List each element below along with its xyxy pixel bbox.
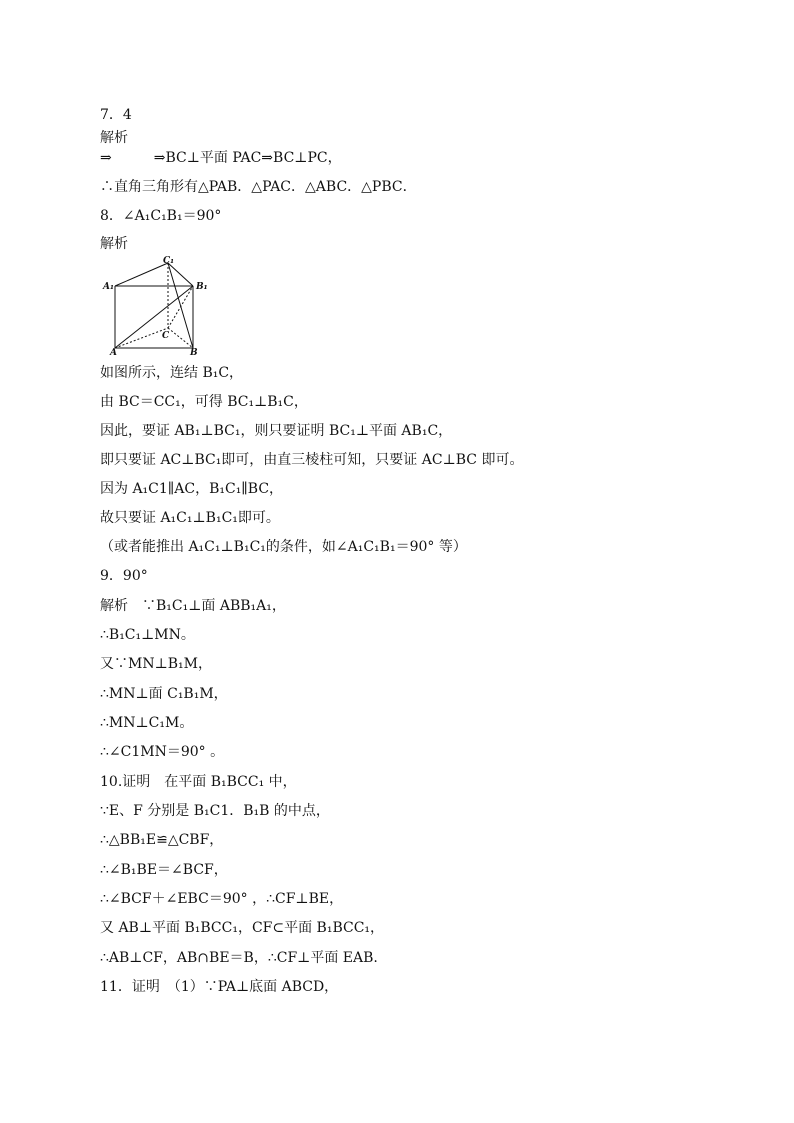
answer-10-line-6: ∴AB⊥CF，AB∩BE＝B，∴CF⊥平面 EAB. bbox=[100, 950, 378, 966]
diagonal-c1-b bbox=[168, 263, 193, 348]
answer-9-line-3: 又∵MN⊥B₁M， bbox=[100, 656, 212, 672]
answer-10-line-4: ∴∠BCF＋∠EBC＝90° ，∴CF⊥BE， bbox=[100, 891, 344, 907]
answer-8-line-6: 故只要证 A₁C₁⊥B₁C₁即可。 bbox=[100, 510, 280, 526]
answer-7-label: 解析 bbox=[100, 130, 128, 146]
answer-7-number: 7．4 bbox=[100, 107, 132, 123]
answer-8-label: 解析 bbox=[100, 236, 128, 252]
answer-11-heading: 11．证明 （1）∵PA⊥底面 ABCD， bbox=[100, 979, 339, 995]
answer-8-line-2: 由 BC＝CC₁，可得 BC₁⊥B₁C， bbox=[100, 394, 308, 410]
answer-9-line-6: ∴∠C1MN＝90° 。 bbox=[100, 744, 225, 760]
prism-figure bbox=[100, 252, 210, 356]
label-b1: B₁ bbox=[196, 282, 208, 292]
label-a: A bbox=[110, 348, 117, 356]
answer-8-number: 8．∠A₁C₁B₁＝90° bbox=[100, 208, 222, 224]
answer-10-line-5: 又 AB⊥平面 B₁BCC₁，CF⊂平面 B₁BCC₁， bbox=[100, 920, 385, 936]
answer-10-line-1: ∵E、F 分别是 B₁C1．B₁B 的中点， bbox=[100, 803, 330, 819]
answer-8-note: （或者能推出 A₁C₁⊥B₁C₁的条件，如∠A₁C₁B₁＝90° 等） bbox=[100, 539, 467, 555]
answer-9-number: 9．90° bbox=[100, 568, 148, 584]
label-c: C bbox=[162, 331, 170, 341]
answer-9-line-4: ∴MN⊥面 C₁B₁M， bbox=[100, 686, 228, 702]
answer-8-line-4: 即只要证 AC⊥BC₁即可，由直三棱柱可知，只要证 AC⊥BC 即可。 bbox=[100, 452, 524, 468]
edge-a-c bbox=[115, 328, 168, 348]
answer-9-line-5: ∴MN⊥C₁M。 bbox=[100, 715, 194, 731]
answer-8-line-1: 如图所示，连结 B₁C， bbox=[100, 365, 244, 381]
diagonal-c-b1 bbox=[168, 286, 193, 328]
label-c1: C₁ bbox=[163, 256, 175, 266]
answer-9-line-2: ∴B₁C₁⊥MN。 bbox=[100, 627, 195, 643]
label-a1: A₁ bbox=[103, 282, 114, 292]
answer-10-line-2: ∴△BB₁E≌△CBF， bbox=[100, 832, 224, 848]
answer-7-line: ⇒ ⇒BC⊥平面 PAC⇒BC⊥PC， bbox=[100, 150, 342, 166]
answer-10-line-3: ∴∠B₁BE＝∠BCF， bbox=[100, 862, 228, 878]
answer-9-line-1: 解析 ∵B₁C₁⊥面 ABB₁A₁， bbox=[100, 598, 286, 614]
answer-7-conclusion: ∴直角三角形有△PAB．△PAC．△ABC．△PBC． bbox=[100, 179, 417, 195]
answer-10-heading: 10.证明 在平面 B₁BCC₁ 中， bbox=[100, 774, 297, 790]
label-b: B bbox=[190, 348, 198, 356]
edge-c-b bbox=[168, 328, 193, 348]
answer-8-line-3: 因此，要证 AB₁⊥BC₁，则只要证明 BC₁⊥平面 AB₁C， bbox=[100, 423, 453, 439]
edge-a1-c1 bbox=[115, 263, 168, 286]
answer-8-line-5: 因为 A₁C1∥AC，B₁C₁∥BC， bbox=[100, 481, 284, 497]
